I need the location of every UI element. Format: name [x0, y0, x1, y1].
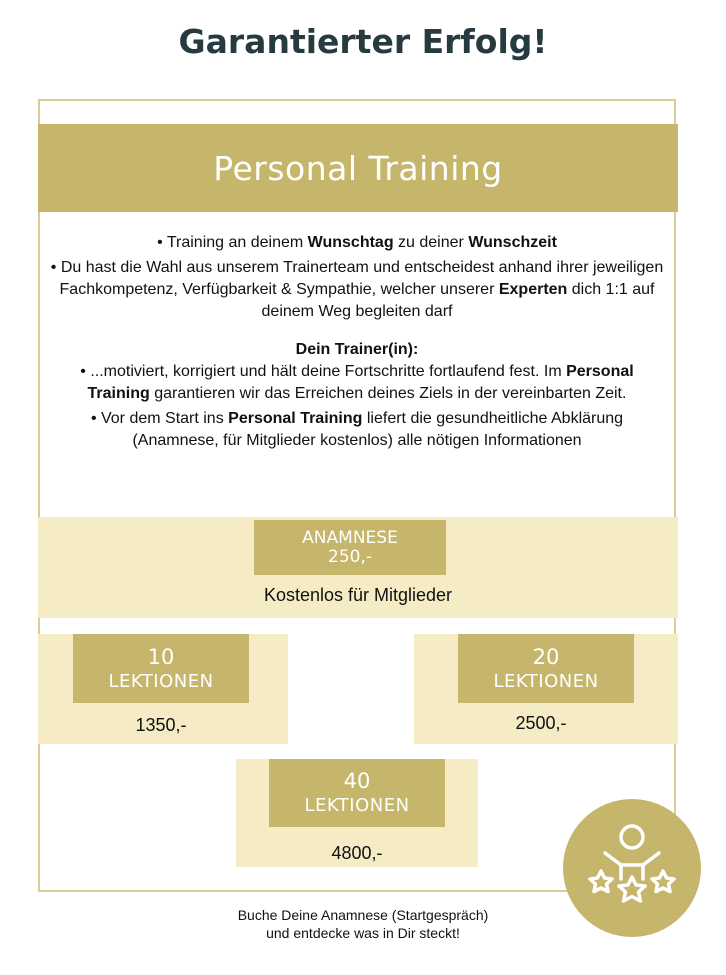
trainer-bullet-2: • Vor dem Start ins Personal Training liefert die gesundheitliche Abklärung (Anamnese, für Mitglieder kostenlos) alle nötigen Informationen	[90, 410, 624, 449]
package-price: 2500,-	[515, 713, 567, 733]
page-title: Garantierter Erfolg!	[178, 22, 548, 61]
footer-line-2: und entdecke was in Dir steckt!	[266, 925, 460, 941]
intro-bullet-1: • Training an deinem Wunschtag zu deiner Wunschzeit	[157, 234, 557, 251]
package-price: 1350,-	[135, 715, 187, 735]
description	[50, 232, 664, 452]
package-unit: LEKTIONEN	[108, 670, 214, 692]
trainer-heading: Dein Trainer(in):	[295, 341, 419, 358]
package-label-box	[73, 634, 249, 703]
anamnese-price: 250,-	[328, 546, 372, 567]
package-card-40	[236, 759, 478, 867]
trainer-bullet-1: • ...motiviert, korrigiert und hält deine Fortschritte fortlaufend fest. Im Personal Training garantieren wir das Erreichen deines Ziels in der vereinbarten Zeit.	[80, 363, 634, 402]
anamnese-label: ANAMNESE	[302, 527, 398, 548]
package-unit: LEKTIONEN	[493, 670, 599, 692]
package-card-20	[414, 634, 678, 744]
package-label-box	[458, 634, 634, 703]
badge	[563, 799, 701, 937]
package-unit: LEKTIONEN	[304, 795, 410, 816]
package-number: 40	[343, 769, 371, 793]
package-price: 4800,-	[331, 843, 383, 863]
package-card-10	[38, 634, 288, 744]
anamnese-note: Kostenlos für Mitglieder	[263, 585, 453, 605]
banner	[38, 124, 678, 212]
person-stars-icon	[563, 799, 701, 937]
package-number: 10	[147, 644, 175, 669]
package-label-box	[269, 759, 445, 827]
footer-line-1: Buche Deine Anamnese (Startgespräch)	[237, 907, 489, 923]
intro-bullet-2: • Du hast die Wahl aus unserem Trainerteam und entscheidest anhand ihrer jeweiligen Fachkompetenz, Verfügbarkeit & Sympathie, welcher unserer Experten dich 1:1 auf deinem Weg begleiten darf	[50, 259, 664, 320]
package-number: 20	[532, 644, 560, 669]
banner-title: Personal Training	[213, 148, 503, 188]
anamnese-price-box	[254, 520, 446, 575]
